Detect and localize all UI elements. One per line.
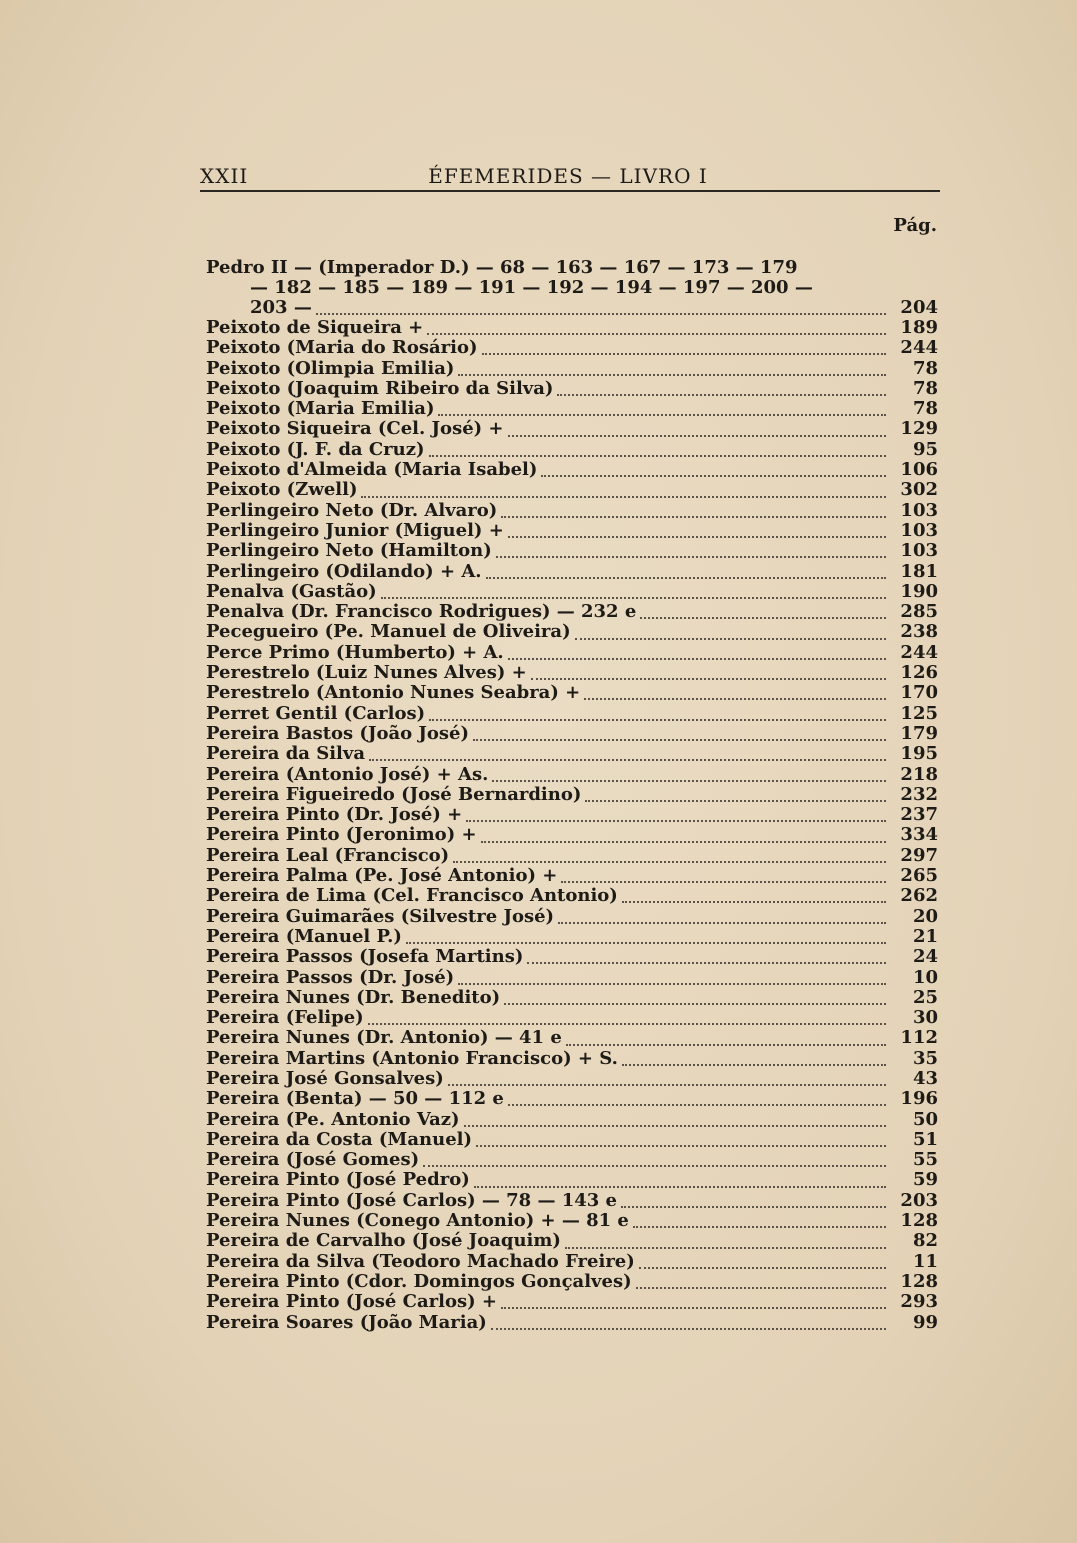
entry-page-number: 262: [900, 885, 938, 907]
index-entry: [206, 1170, 938, 1190]
index-list: [206, 258, 938, 1333]
entry-page-number: 285: [900, 601, 938, 623]
entry-name: Pereira de Carvalho (José Joaquim): [206, 1230, 561, 1252]
entry-page-number: 59: [912, 1169, 938, 1191]
entry-page-number: 78: [912, 398, 938, 420]
entry-page-number: 237: [900, 804, 938, 826]
dot-leader: [633, 1214, 886, 1228]
entry-name: Pereira Pinto (Jeronimo) +: [206, 824, 477, 846]
index-entry: [206, 1089, 938, 1109]
index-entry: [206, 643, 938, 663]
index-entry: [206, 338, 938, 358]
entry-page-number: 265: [900, 865, 938, 887]
dot-leader: [622, 889, 886, 903]
index-entry: [206, 1272, 938, 1292]
index-entry: [206, 460, 938, 480]
entry-name: Pereira Bastos (João José): [206, 722, 470, 744]
entry-page-number: 244: [900, 337, 938, 359]
index-entry: [206, 582, 938, 602]
dot-leader: [501, 504, 886, 518]
dot-leader: [527, 950, 886, 964]
dot-leader: [427, 321, 886, 335]
index-entry: [206, 704, 938, 724]
dot-leader: [508, 524, 886, 538]
entry-page-number: 103: [900, 519, 938, 541]
index-entry: [206, 541, 938, 561]
dot-leader: [585, 788, 886, 802]
entry-page-number: 181: [900, 560, 938, 582]
entry-line-1: Pedro II — (Imperador D.) — 68 — 163 — 167 — 173 — 179: [206, 257, 798, 278]
dot-leader: [566, 1032, 886, 1046]
dot-leader: [406, 930, 886, 944]
entry-name: Pereira Martins (Antonio Francisco) + S.: [206, 1047, 618, 1069]
dot-leader: [448, 1072, 886, 1086]
entry-name: Perlingeiro Junior (Miguel) +: [206, 519, 504, 541]
header-rule: [200, 190, 940, 192]
dot-leader: [474, 1174, 886, 1188]
entry-name: Pereira Palma (Pe. José Antonio) +: [206, 865, 558, 887]
dot-leader: [458, 971, 886, 985]
index-entry: [206, 1313, 938, 1333]
dot-leader: [621, 1194, 886, 1208]
index-entry: [206, 805, 938, 825]
dot-leader: [368, 1011, 886, 1025]
entry-name: Pereira (Felipe): [206, 1007, 364, 1029]
dot-leader: [557, 382, 886, 396]
entry-page-number: 203: [900, 1189, 938, 1211]
entry-name: Pereira (Benta) — 50 — 112 e: [206, 1088, 504, 1110]
dot-leader: [466, 808, 886, 822]
running-header: [200, 163, 936, 189]
index-entry: [206, 1231, 938, 1251]
entry-page-number: 126: [900, 662, 938, 684]
entry-line-3-text: 203 —: [250, 297, 312, 318]
index-entry: [206, 521, 938, 541]
dot-leader: [492, 768, 886, 782]
entry-page-number: 189: [900, 317, 938, 338]
dot-leader: [622, 1052, 886, 1066]
dot-leader: [381, 585, 886, 599]
entry-page-number: 78: [912, 377, 938, 399]
entry-name: Perlingeiro Neto (Dr. Alvaro): [206, 499, 498, 521]
entry-page-number: 302: [900, 479, 938, 501]
index-entry: [206, 663, 938, 683]
entry-name: Peixoto (Zwell): [206, 479, 358, 501]
entry-page-number: 21: [912, 925, 938, 947]
index-entry: [206, 440, 938, 460]
entry-name: Pereira Pinto (José Carlos) — 78 — 143 e: [206, 1189, 618, 1211]
index-entry: [206, 886, 938, 906]
dot-leader: [473, 727, 886, 741]
index-entry-pedro-ii: [206, 258, 938, 318]
index-entry: [206, 846, 938, 866]
dot-leader: [558, 910, 886, 924]
index-entry: [206, 947, 938, 967]
dot-leader: [453, 849, 886, 863]
entry-name: Penalva (Dr. Francisco Rodrigues) — 232 e: [206, 601, 637, 623]
index-entry: [206, 419, 938, 439]
entry-page-number: 204: [900, 297, 938, 318]
entry-page-number: 82: [912, 1230, 938, 1252]
entry-line-2: — 182 — 185 — 189 — 191 — 192 — 194 — 197 — 200 —: [250, 277, 813, 298]
dot-leader: [429, 707, 886, 721]
dot-leader: [584, 686, 886, 700]
dot-leader: [482, 341, 887, 355]
entry-name: Perestrelo (Luiz Nunes Alves) +: [206, 662, 527, 684]
entry-name: Pereira (José Gomes): [206, 1149, 420, 1171]
index-entry: [206, 724, 938, 744]
entry-name: Pereira (Manuel P.): [206, 925, 402, 947]
dot-leader: [531, 666, 886, 680]
entry-page-number: 195: [900, 743, 938, 765]
entry-page-number: 43: [912, 1067, 938, 1089]
entry-page-number: 35: [912, 1047, 938, 1069]
entry-name: Pereira de Lima (Cel. Francisco Antonio): [206, 885, 618, 907]
entry-line-3: [206, 298, 938, 318]
dot-leader: [361, 484, 886, 498]
entry-name: Pereira da Silva (Teodoro Machado Freire): [206, 1250, 635, 1272]
dot-leader: [636, 1275, 886, 1289]
entry-name: Pereira Nunes (Dr. Benedito): [206, 986, 501, 1008]
entry-name: Peixoto (Maria do Rosário): [206, 337, 478, 359]
entry-page-number: 179: [900, 722, 938, 744]
entry-page-number: 238: [900, 621, 938, 643]
entry-name: Pereira (Pe. Antonio Vaz): [206, 1108, 460, 1130]
entry-page-number: 232: [900, 783, 938, 805]
entry-page-number: 170: [900, 682, 938, 704]
entry-name: Peixoto de Siqueira +: [206, 317, 424, 338]
dot-leader: [504, 991, 886, 1005]
dot-leader: [639, 1255, 886, 1269]
dot-leader: [481, 829, 886, 843]
entry-name: Pereira Guimarães (Silvestre José): [206, 905, 555, 927]
dot-leader: [501, 1295, 886, 1309]
index-entry: [206, 927, 938, 947]
index-entry: [206, 1292, 938, 1312]
entry-page-number: 125: [900, 702, 938, 724]
entry-name: Pereira Pinto (José Carlos) +: [206, 1291, 497, 1313]
index-entry: [206, 602, 938, 622]
entry-page-number: 103: [900, 499, 938, 521]
index-entry: [206, 744, 938, 764]
entry-page-number: 51: [912, 1128, 938, 1150]
entry-page-number: 78: [912, 357, 938, 379]
entry-page-number: 55: [912, 1149, 938, 1171]
entry-page-number: 20: [912, 905, 938, 927]
dot-leader: [561, 869, 886, 883]
entry-page-number: 129: [900, 418, 938, 440]
entry-name: Peixoto (J. F. da Cruz): [206, 438, 425, 460]
dot-leader: [464, 1113, 886, 1127]
entry-page-number: 297: [900, 844, 938, 866]
index-entry: [206, 866, 938, 886]
entry-name: Pereira Pinto (Dr. José) +: [206, 804, 463, 826]
entry-name: Pereira (Antonio José) + As.: [206, 763, 489, 785]
entry-page-number: 244: [900, 641, 938, 663]
index-entry: [206, 683, 938, 703]
entry-page-number: 10: [912, 966, 938, 988]
entry-page-number: 334: [900, 824, 938, 846]
entry-page-number: 30: [912, 1007, 938, 1029]
dot-leader: [438, 402, 886, 416]
dot-leader: [486, 565, 886, 579]
entry-name: Penalva (Gastão): [206, 580, 377, 602]
index-entry: [206, 1110, 938, 1130]
dot-leader: [429, 443, 887, 457]
entry-name: Pereira Leal (Francisco): [206, 844, 450, 866]
index-entry: [206, 501, 938, 521]
entry-name: Pecegueiro (Pe. Manuel de Oliveira): [206, 621, 571, 643]
entry-name: Peixoto (Joaquim Ribeiro da Silva): [206, 377, 554, 399]
entry-name: Perret Gentil (Carlos): [206, 702, 426, 724]
index-entry: [206, 1028, 938, 1048]
dot-leader: [476, 1133, 886, 1147]
dot-leader: [316, 301, 886, 315]
entry-page-number: 50: [912, 1108, 938, 1130]
entry-page-number: 196: [900, 1088, 938, 1110]
entry-page-number: 95: [912, 438, 938, 460]
entry-page-number: 293: [900, 1291, 938, 1313]
index-entry: [206, 988, 938, 1008]
entry-page-number: 218: [900, 763, 938, 785]
index-entry: [206, 1150, 938, 1170]
index-entry: [206, 1069, 938, 1089]
page-column-label: Pág.: [893, 215, 937, 236]
entry-page-number: 106: [900, 459, 938, 481]
dot-leader: [491, 1316, 886, 1330]
entry-page-number: 103: [900, 540, 938, 562]
index-entry: [206, 907, 938, 927]
entry-page-number: 190: [900, 580, 938, 602]
index-entry: [206, 825, 938, 845]
entry-page-number: 99: [912, 1311, 938, 1333]
entry-name: Peixoto d'Almeida (Maria Isabel): [206, 459, 538, 481]
entry-name: Pereira da Silva: [206, 743, 366, 765]
dot-leader: [541, 463, 886, 477]
entry-page-number: 24: [912, 946, 938, 968]
entry-name: Pereira Passos (Dr. José): [206, 966, 455, 988]
entry-name: Pereira Passos (Josefa Martins): [206, 946, 524, 968]
entry-name: Pereira José Gonsalves): [206, 1067, 444, 1089]
entry-page-number: 25: [912, 986, 938, 1008]
entry-name: Peixoto (Maria Emilia): [206, 398, 435, 420]
page-roman-numeral: XXII: [200, 164, 249, 188]
entry-name: Pereira Pinto (Cdor. Domingos Gonçalves): [206, 1270, 632, 1292]
entry-page-number: 128: [900, 1210, 938, 1232]
index-entry: [206, 379, 938, 399]
dot-leader: [565, 1235, 886, 1249]
entry-name: Perestrelo (Antonio Nunes Seabra) +: [206, 682, 581, 704]
index-entry: [206, 1049, 938, 1069]
entry-name: Peixoto Siqueira (Cel. José) +: [206, 418, 504, 440]
index-entry: [206, 359, 938, 379]
entry-name: Perce Primo (Humberto) + A.: [206, 641, 504, 663]
dot-leader: [575, 626, 886, 640]
index-entry: [206, 1191, 938, 1211]
index-entry: [206, 1252, 938, 1272]
index-entry: [206, 785, 938, 805]
dot-leader: [423, 1153, 886, 1167]
index-entry: [206, 1130, 938, 1150]
index-entry: [206, 318, 938, 338]
index-entry: [206, 1008, 938, 1028]
index-entry: [206, 399, 938, 419]
index-entry: [206, 480, 938, 500]
entry-page-number: 11: [912, 1250, 938, 1272]
index-entry: [206, 562, 938, 582]
running-title: ÉFEMERIDES — LIVRO I: [428, 164, 708, 188]
entry-page-number: 112: [900, 1027, 938, 1049]
entry-name: Perlingeiro (Odilando) + A.: [206, 560, 482, 582]
entry-name: Pereira Soares (João Maria): [206, 1311, 487, 1333]
entry-name: Perlingeiro Neto (Hamilton): [206, 540, 492, 562]
entry-page-number: 128: [900, 1270, 938, 1292]
dot-leader: [508, 646, 886, 660]
dot-leader: [496, 544, 886, 558]
dot-leader: [508, 423, 886, 437]
dot-leader: [369, 747, 886, 761]
dot-leader: [508, 1092, 886, 1106]
entry-name: Pereira Pinto (José Pedro): [206, 1169, 470, 1191]
dot-leader: [640, 605, 886, 619]
entry-name: Pereira da Costa (Manuel): [206, 1128, 473, 1150]
entry-name: Pereira Nunes (Dr. Antonio) — 41 e: [206, 1027, 562, 1049]
entry-name: Pereira Figueiredo (José Bernardino): [206, 783, 582, 805]
index-entry: [206, 765, 938, 785]
index-entry: [206, 1211, 938, 1231]
entry-name: Peixoto (Olimpia Emilia): [206, 357, 455, 379]
entry-name: Pereira Nunes (Conego Antonio) + — 81 e: [206, 1210, 629, 1232]
index-entry: [206, 968, 938, 988]
index-entry: [206, 622, 938, 642]
dot-leader: [458, 362, 886, 376]
